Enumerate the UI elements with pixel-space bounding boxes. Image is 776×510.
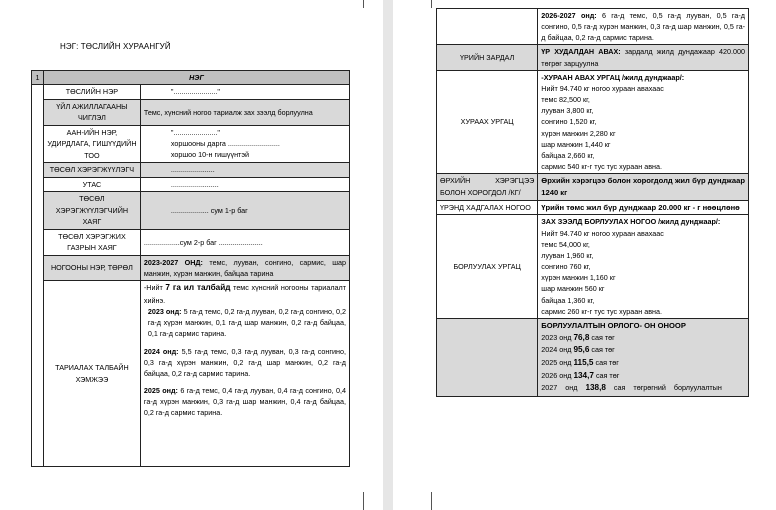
- seed-cost-text: зардалд жилд дундажаар 420.000 төгрөг зарцуулна: [541, 47, 745, 68]
- harvest-head: -ХУРААН АВАХ УРГАЦ /жилд дунджаар/:: [541, 72, 685, 82]
- income-line: 2027 онд 138,8 сая төгрөгний борлуулалтын: [541, 383, 722, 393]
- seed-cost-value: [538, 45, 749, 70]
- table-row: [32, 99, 350, 125]
- income-line: 2026 онд 134,7 сая төг: [541, 370, 620, 380]
- area-2025: [144, 385, 346, 418]
- area-label: ТАРИАЛАХ ТАЛБАЙН ХЭМЖЭЭ: [43, 281, 140, 467]
- veg-types-years: 2023-2027 ОНД:: [143, 257, 203, 267]
- sales-line: байцаа 1,360 кг,: [541, 295, 595, 305]
- income-value: [538, 318, 749, 396]
- margin-mark: [363, 492, 364, 510]
- sales-line: Нийт 94.740 кг ногоо хураан авахаас: [541, 228, 664, 238]
- harvest-line: хүрэн манжин 2,280 кг: [541, 128, 616, 138]
- sales-line: сонгино 760 кг,: [541, 262, 591, 272]
- income-head: БОРЛУУЛАЛТЫН ОРЛОГО- ОН ОНООР: [541, 320, 686, 330]
- harvest-label: ХУРААХ УРГАЦ: [437, 70, 538, 173]
- table-row: [32, 125, 350, 163]
- harvest-line: байцаа 2,660 кг,: [541, 150, 595, 160]
- area-2024-text: 5,5 га-д темс, 0,3 га-д лууван, 0,3 га-д сонгино, 0,3 га-д хүрэн манжин, 0,2 га-д шар манжин, 0,2 га-д байцаа, 0,2 га-д сармис тарина.: [143, 346, 347, 378]
- harvest-line: Нийт 94.740 кг ногоо хураан авахаас: [541, 83, 664, 93]
- veg-types-label: НОГООНЫ НЭР, ТӨРӨЛ: [43, 255, 140, 280]
- area-2023-text: 5 га-д темс, 0,2 га-д лууван, 0,2 га-д сонгино, 0,2 га-д хүрэн манжин, 0,1 га-д шар манжин, 0,2 га-д байцаа, 0,1 га-д сармис тарина.: [147, 307, 346, 339]
- seed-stock-label: ҮРЭНД ХАДГАЛАХ НОГОО: [437, 200, 538, 215]
- table-row: [437, 9, 749, 45]
- address-label: ТӨСӨЛ ХЭРЭГЖҮҮЛЭГЧИЙН ХАЯГ: [43, 192, 140, 230]
- harvest-value: [538, 70, 749, 173]
- area-2025-text: 6 га-д темс, 0,4 га-д лууван, 0,4 га-д сонгино, 0,4 га-д хүрэн манжин, 0,3 га-д шар манжин, 0,4 га-д байцаа, 0,2 га-д сармис тарина.: [143, 385, 346, 418]
- implementer-value: ......................: [140, 163, 349, 178]
- area-intro-pre: -Нийт: [143, 283, 166, 293]
- org-members: хоршоо 10-н гишүүнтэй: [170, 150, 250, 160]
- area-intro: [144, 282, 346, 306]
- sales-line: шар манжин 560 кг: [541, 284, 605, 294]
- harvest-line: сонгино 1,520 кг,: [541, 117, 597, 127]
- area-2026-2027: [538, 9, 749, 45]
- phone-value: ........................: [140, 177, 349, 192]
- table-header-row: [32, 71, 350, 85]
- document-page-left: [0, 0, 383, 510]
- area-2026-2027-year: 2026-2027 онд:: [541, 11, 597, 20]
- seed-stock-value: Үрийн төмс жил бүр дунджаар 20.000 кг - г нөөцлөнө: [538, 200, 749, 215]
- harvest-list: [541, 83, 745, 172]
- table-row: [437, 215, 749, 318]
- table-row: [437, 200, 749, 215]
- sales-line: темс 54,000 кг,: [541, 239, 590, 249]
- harvest-line: темс 82,500 кг,: [541, 95, 590, 105]
- sales-line: хүрэн манжин 1,160 кг: [541, 273, 616, 283]
- harvest-line: лууван 3,800 кг,: [541, 106, 594, 116]
- sales-line: лууван 1,960 кг,: [541, 250, 594, 260]
- seed-cost-bold: ҮР ХУДАЛДАН АВАХ:: [541, 47, 621, 57]
- area-2023: [144, 306, 346, 339]
- harvest-line: сармис 540 кг-г тус тус хураан авна.: [541, 162, 662, 172]
- section-label: НЭГ: [43, 71, 349, 85]
- activity-label: ҮЙЛ АЖИЛЛАГААНЫ ЧИГЛЭЛ: [43, 99, 140, 125]
- area-intro-post: темс хүнсний ногооны тариалалт хийнэ.: [143, 283, 346, 305]
- blank-cell: [32, 85, 44, 467]
- margin-mark: [431, 0, 432, 8]
- blank-cell: [437, 9, 538, 45]
- table-row: [32, 177, 350, 192]
- table-row: [32, 85, 350, 100]
- veg-types-value: [140, 255, 349, 280]
- phone-label: УТАС: [43, 177, 140, 192]
- document-title: НЭГ: ТӨСЛИЙН ХУРААНГУЙ: [60, 42, 171, 51]
- income-list: [541, 332, 745, 396]
- area-intro-bold: 7 га ил талбайд: [165, 283, 231, 293]
- project-name-value: "......................": [140, 85, 349, 100]
- table-row: [32, 255, 350, 280]
- summary-table-continued: [436, 8, 749, 397]
- area-2025-year: 2025 онд:: [143, 385, 178, 395]
- summary-table: [31, 70, 350, 467]
- sales-list: [541, 228, 745, 317]
- area-2024-year: 2024 онд:: [143, 346, 179, 356]
- seed-cost-label: ҮРИЙН ЗАРДАЛ: [437, 45, 538, 70]
- project-name-label: ТӨСЛИЙН НЭР: [43, 85, 140, 100]
- site-value: ..................сум 2-р баг ......................: [140, 229, 349, 255]
- consumption-label: ӨРХИЙН ХЭРЭГЦЭЭ БОЛОН ХОРОГДОЛ /КГ/: [437, 174, 538, 201]
- income-line: 2023 онд 76,8 сая төг: [541, 332, 615, 342]
- area-2023-year: 2023 онд:: [147, 307, 182, 317]
- area-2024: [144, 346, 346, 379]
- address-value: ................... сум 1-р баг: [140, 192, 349, 230]
- area-2026-2027-text: 6 га-д темс, 0,5 га-д лууван, 0,5 га-д сонгино, 0,5 га-д хүрэн манжин, 0,3 га-д шар манжин, 0,5 га-д байцаа, 0,2 га-д сармис тарина.: [541, 11, 745, 43]
- margin-mark: [431, 492, 432, 510]
- harvest-line: шар манжин 1,440 кг: [541, 139, 611, 149]
- sales-value: [538, 215, 749, 318]
- table-row: [437, 45, 749, 70]
- veg-types-text: темс, лууван, сонгино, сармис, шар манжин, хүрэн манжин, байцаа тарина: [143, 257, 346, 279]
- table-row: [437, 70, 749, 173]
- consumption-value: Өрхийн хэрэгцээ болон хорогдолд жил бүр дунджаар 1240 кг: [538, 174, 749, 201]
- table-row: [32, 229, 350, 255]
- area-value: [140, 281, 349, 467]
- activity-value: Темс, хүнсний ногоо тариалж зах зээлд борлуулна: [140, 99, 349, 125]
- table-row: [32, 192, 350, 230]
- implementer-label: ТӨСӨЛ ХЭРЭГЖҮҮЛЭГЧ: [43, 163, 140, 178]
- table-row: [32, 163, 350, 178]
- margin-mark: [363, 0, 364, 8]
- table-row: [32, 281, 350, 467]
- org-name: "......................": [170, 127, 220, 137]
- sales-head: ЗАХ ЗЭЭЛД БОРЛУУЛАХ НОГОО /жилд дунджаар/:: [541, 217, 721, 227]
- blank-cell: [437, 318, 538, 396]
- sales-label: БОРЛУУЛАХ УРГАЦ: [437, 215, 538, 318]
- table-row: [437, 318, 749, 396]
- income-line: 2025 онд 115,5 сая төг: [541, 358, 619, 368]
- document-page-right: [393, 0, 776, 510]
- table-row: [437, 174, 749, 201]
- site-label: ТӨСӨЛ ХЭРЭГЖИХ ГАЗРЫН ХАЯГ: [43, 229, 140, 255]
- org-leader: хоршооны дарга ..........................: [170, 138, 280, 148]
- section-number: 1: [32, 71, 44, 85]
- sales-line: сармис 260 кг-г тус тус хураан авна.: [541, 306, 662, 316]
- org-label: ААН-ИЙН НЭР, УДИРДЛАГА, ГИШҮҮДИЙН ТОО: [43, 125, 140, 163]
- org-value: [140, 125, 349, 163]
- income-line: 2024 онд 95,6 сая төг: [541, 345, 615, 355]
